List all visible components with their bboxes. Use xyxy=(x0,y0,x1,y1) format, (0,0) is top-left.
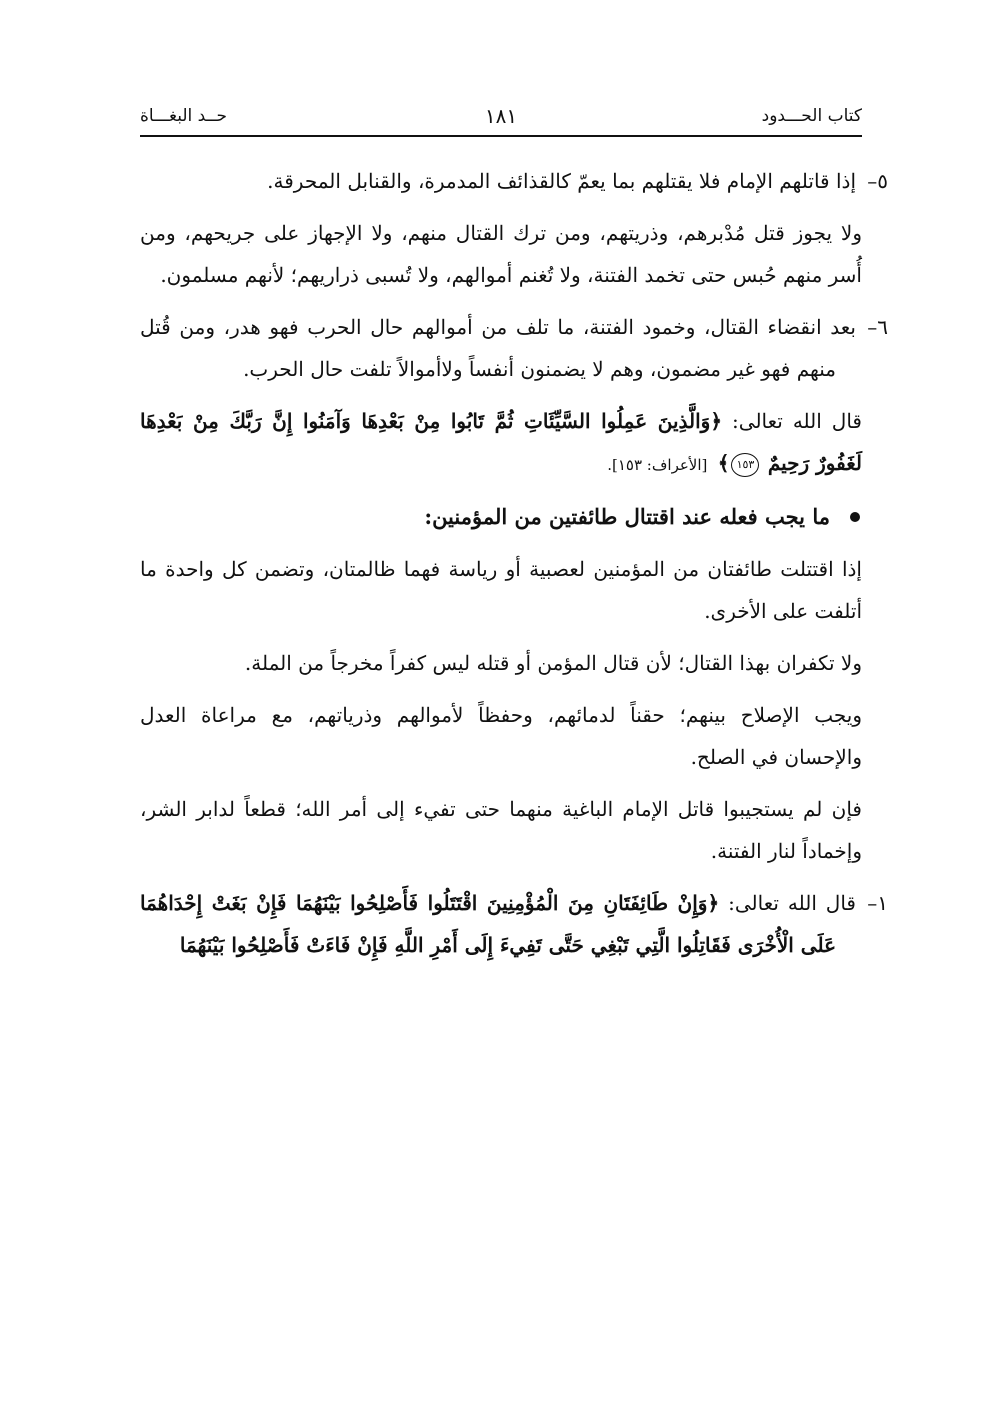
paragraph-3: ولا تكفران بهذا القتال؛ لأن قتال المؤمن أو قتله ليس كفراً مخرجاً من الملة. xyxy=(244,651,862,675)
item-1-ayah: ﴿وَإِنْ طَائِفَتَانِ مِنَ الْمُؤْمِنِينَ اقْتَتَلُوا فَأَصْلِحُوا بَيْنَهُمَا فَإِنْ بَغَتْ إِحْدَاهُمَا عَلَى الْأُخْرَى فَقَاتِلُوا الَّتِي تَبْغِي حَتَّى تَفِيءَ إِلَى أَمْرِ اللَّهِ فَإِنْ فَاءَتْ فَأَصْلِحُوا بَيْنَهُمَا xyxy=(140,891,836,957)
item-1-intro: قال الله تعالى: xyxy=(728,891,856,915)
quran-quote-1 xyxy=(140,400,862,486)
quote-1-close: ﴾ xyxy=(717,451,730,475)
item-5-text: إذا قاتلهم الإمام فلا يقتلهم بما يعمّ كالقذائف المدمرة، والقنابل المحرقة. xyxy=(267,169,856,193)
page-number: ١٨١ xyxy=(484,104,518,128)
paragraph-2: إذا اقتتلت طائفتان من المؤمنين لعصبية أو رياسة فهما ظالمتان، وتضمن كل واحدة ما أتلفت على الأخرى. xyxy=(140,557,862,623)
quote-1-intro: قال الله تعالى: xyxy=(732,409,862,433)
quote-1-reference: [الأعراف: ١٥٣]. xyxy=(607,456,708,474)
book-title: كتاب الحـــدود xyxy=(761,106,862,126)
section-heading-text: ما يجب فعله عند اقتتال طائفتين من المؤمنين: xyxy=(424,504,830,529)
paragraph-1: ولا يجوز قتل مُدْبرهم، وذريتهم، ومن ترك القتال منهم، ولا الإجهاز على جريحهم، ومن أُسر منهم حُبس حتى تخمد الفتنة، ولا تُغنم أموالهم، ولا تُسبى ذراريهم؛ لأنهم مسلمون. xyxy=(140,221,862,287)
bullet-icon xyxy=(850,512,860,522)
item-5: ٥–إذا قاتلهم الإمام فلا يقتلهم بما يعمّ كالقذائف المدمرة، والقنابل المحرقة. xyxy=(267,169,888,193)
item-6: ٦–بعد انقضاء القتال، وخمود الفتنة، ما تلف من أموالهم حال الحرب فهو هدر، ومن قُتل منهم فهو غير مضمون، وهم لا يضمنون أنفساً ولاأموالاً تلفت حال الحرب. xyxy=(140,315,888,381)
header-rule xyxy=(140,135,862,137)
paragraph-4: ويجب الإصلاح بينهم؛ حقناً لدمائهم، وحفظاً لأموالهم وذرياتهم، مع مراعاة العدل والإحسان في الصلح. xyxy=(140,703,862,769)
item-1: ١–قال الله تعالى: ﴿وَإِنْ طَائِفَتَانِ مِنَ الْمُؤْمِنِينَ اقْتَتَلُوا فَأَصْلِحُوا بَيْنَهُمَا فَإِنْ بَغَتْ إِحْدَاهُمَا عَلَى الْأُخْرَى فَقَاتِلُوا الَّتِي تَبْغِي حَتَّى تَفِيءَ إِلَى أَمْرِ اللَّهِ فَإِنْ فَاءَتْ فَأَصْلِحُوا بَيْنَهُمَا xyxy=(140,891,888,957)
paragraph-5: فإن لم يستجيبوا قاتل الإمام الباغية منهما حتى تفيء إلى أمر الله؛ قطعاً لدابر الشر، وإخماداً لنار الفتنة. xyxy=(140,797,862,863)
section-heading xyxy=(140,496,862,538)
item-6-text: بعد انقضاء القتال، وخمود الفتنة، ما تلف من أموالهم حال الحرب فهو هدر، ومن قُتل منهم فهو غير مضمون، وهم لا يضمنون أنفساً ولاأموالاً تلفت حال الحرب. xyxy=(140,315,856,381)
chapter-title: حــد البغـــاة xyxy=(140,106,228,126)
ayah-number-mark: ١٥٣ xyxy=(731,453,759,477)
quote-1-ayah: ﴿وَالَّذِينَ عَمِلُوا السَّيِّئَاتِ ثُمَّ تَابُوا مِنْ بَعْدِهَا وَآمَنُوا إِنَّ رَبَّكَ مِنْ بَعْدِهَا لَغَفُورٌ رَحِيمٌ xyxy=(140,409,862,475)
running-header xyxy=(140,104,862,136)
body-text xyxy=(140,160,888,976)
